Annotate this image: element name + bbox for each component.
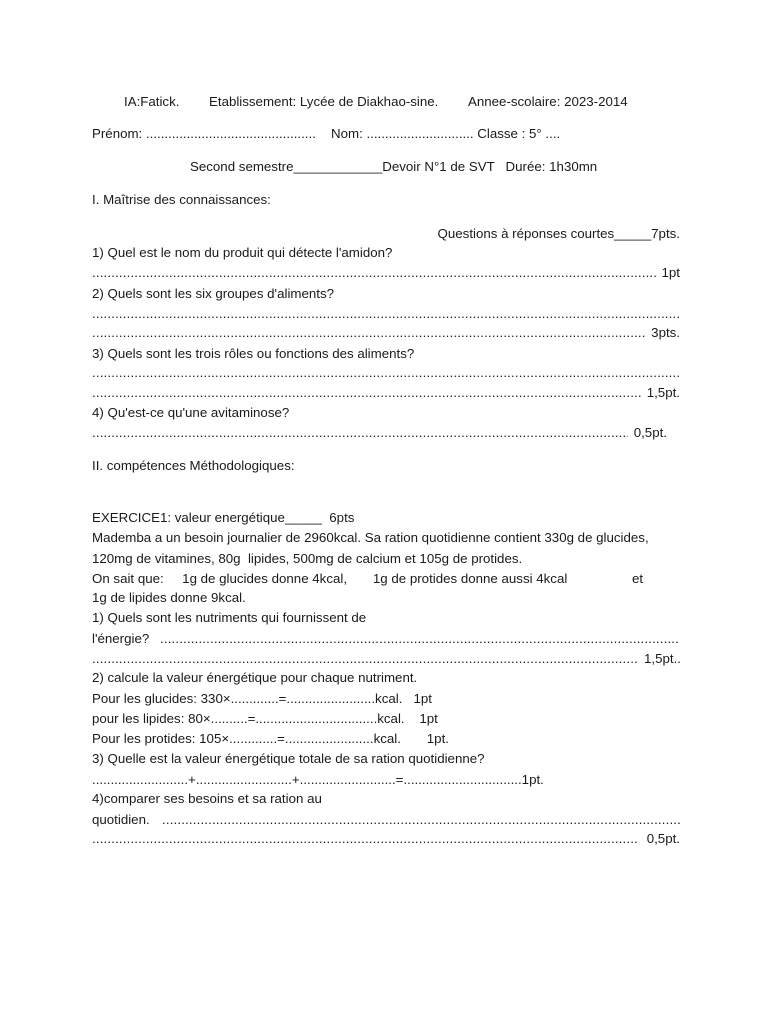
ex1-question-2: 2) calcule la valeur énergétique pour chaque nutriment. — [92, 670, 418, 685]
answer-line-q3b — [92, 384, 642, 402]
points-q4: 0,5pt. — [633, 425, 667, 440]
exercise1-text-3: On sait que: 1g de glucides donne 4kcal, 1g de protides donne aussi 4kcal — [92, 571, 568, 586]
answer-line-q2b — [92, 324, 646, 342]
question-2: 2) Quels sont les six groupes d'aliments? — [92, 286, 334, 301]
prenom-field: Prénom: .............................................. — [92, 126, 316, 141]
semester-blank: ____________ — [293, 159, 383, 174]
calc-glucides: Pour les glucides: 330×.............=........................kcal. 1pt — [92, 691, 432, 706]
ex1-question-1a: 1) Quels sont les nutriments qui fournissent de — [92, 610, 367, 625]
ex1-question-3: 3) Quelle est la valeur énergétique totale de sa ration quotidienne? — [92, 751, 485, 766]
answer-line-ex1-q1b — [92, 650, 639, 668]
answer-line-q2a — [92, 305, 680, 323]
ex1-question-1b: l'énergie? — [92, 631, 150, 646]
total-energy-line: ..........................+..........................+..........................=................................1pt. — [92, 772, 544, 787]
answer-line-q4 — [92, 424, 628, 442]
calc-protides: Pour les protides: 105×.............=........................kcal. 1pt. — [92, 731, 449, 746]
question-1: 1) Quel est le nom du produit qui détecte l'amidon? — [92, 245, 393, 260]
points-q3: 1,5pt. — [646, 385, 680, 400]
points-q2: 3pts. — [651, 325, 680, 340]
calc-lipides: pour les lipides: 80×..........=.................................kcal. 1pt — [92, 711, 438, 726]
answer-line-q1 — [92, 264, 656, 282]
section2-title: II. compétences Méthodologiques: — [92, 458, 295, 473]
answer-line-ex1-q1a — [160, 630, 680, 648]
section1-title: I. Maîtrise des connaissances: — [92, 192, 271, 207]
exercise1-title: EXERCICE1: valeur energétique_____ 6pts — [92, 510, 355, 525]
ex1-question-4a: 4)comparer ses besoins et sa ration au — [92, 791, 322, 806]
points-ex1-q4: 0,5pt. — [646, 831, 680, 846]
short-answer-heading: Questions à réponses courtes_____7pts. — [437, 226, 680, 241]
exercise1-text-3-and: et — [632, 571, 644, 586]
ex1-question-4b: quotidien. — [92, 812, 150, 827]
points-ex1-q1: 1,5pt.. — [644, 651, 681, 666]
devoir-label: Devoir N°1 de SVT Durée: 1h30mn — [382, 159, 598, 174]
question-4: 4) Qu'est-ce qu'une avitaminose? — [92, 405, 290, 420]
header-ia: IA:Fatick. — [124, 94, 180, 109]
exercise1-text-1: Mademba a un besoin journalier de 2960kcal. Sa ration quotidienne contient 330g de glucides, — [92, 530, 649, 545]
question-3: 3) Quels sont les trois rôles ou fonctions des aliments? — [92, 346, 415, 361]
answer-line-ex1-q4b — [92, 830, 637, 848]
points-q1: 1pt — [661, 265, 680, 280]
semester-line — [190, 158, 597, 176]
exercise1-text-4: 1g de lipides donne 9kcal. — [92, 590, 246, 605]
header-school-year: Annee-scolaire: 2023-2014 — [468, 94, 628, 109]
answer-line-q3a — [92, 364, 680, 382]
nom-classe-field: Nom: ............................. Classe : 5° .... — [331, 126, 561, 141]
exercise1-text-2: 120mg de vitamines, 80g lipides, 500mg de calcium et 105g de protides. — [92, 551, 523, 566]
header-school: Etablissement: Lycée de Diakhao-sine. — [209, 94, 439, 109]
semester-label: Second semestre — [190, 159, 294, 174]
answer-line-ex1-q4a — [162, 811, 680, 829]
